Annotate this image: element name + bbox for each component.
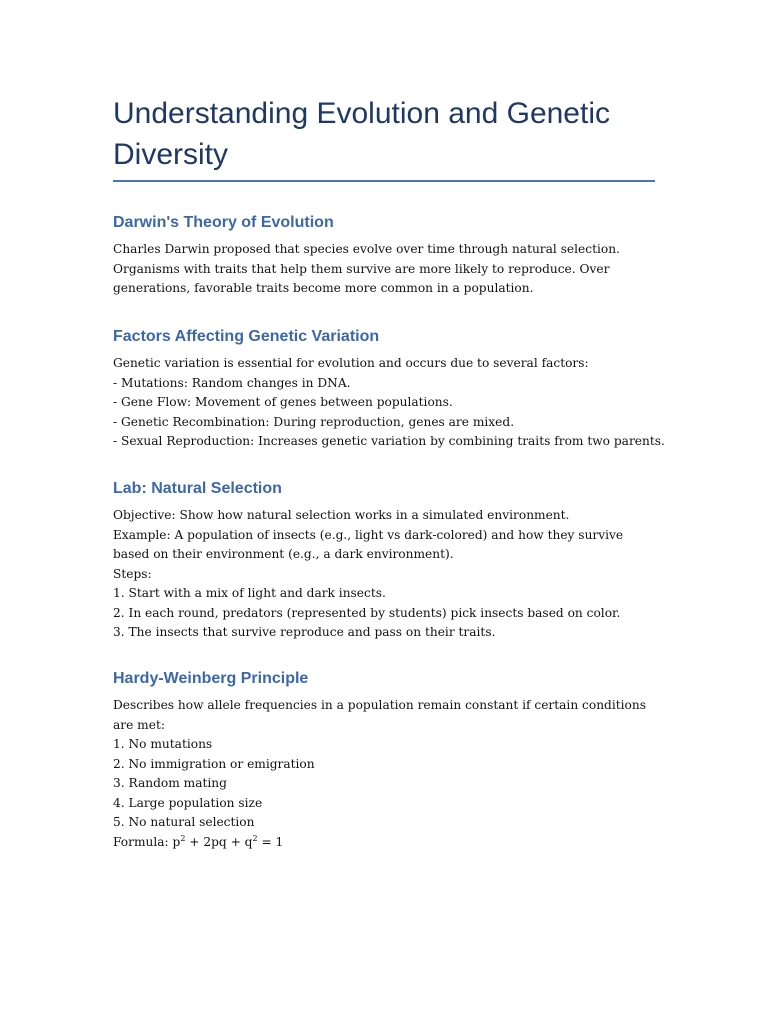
section-paragraph: Charles Darwin proposed that species evolve over time through natural selection. Organisms with traits that help them survive are more likely to reproduce. Over generations, favorable traits become more common in a population. [113, 242, 620, 295]
formula-middle: + 2pq + q [185, 834, 253, 849]
lab-objective: Objective: Show how natural selection works in a simulated environment. [113, 508, 570, 522]
list-item: - Sexual Reproduction: Increases genetic variation by combining traits from two parents. [113, 434, 665, 448]
list-item: 3. Random mating [113, 776, 227, 790]
list-item: 1. Start with a mix of light and dark insects. [113, 586, 386, 600]
section-genetic-variation [113, 327, 665, 452]
section-darwin [113, 213, 655, 299]
section-intro: Genetic variation is essential for evolution and occurs due to several factors: [113, 356, 589, 370]
section-heading: Darwin's Theory of Evolution [113, 214, 334, 231]
section-hardy-weinberg [113, 669, 655, 852]
section-intro: Describes how allele frequencies in a population remain constant if certain conditions are met: [113, 698, 646, 732]
formula [113, 833, 655, 853]
list-item: 2. In each round, predators (represented by students) pick insects based on color. [113, 605, 621, 620]
formula-prefix: Formula: p [113, 834, 181, 849]
section-lab-natural-selection [113, 479, 655, 643]
section-heading: Factors Affecting Genetic Variation [113, 328, 380, 345]
list-item: 1. No mutations [113, 737, 213, 751]
formula-suffix: = 1 [257, 834, 284, 849]
list-item: 4. Large population size [113, 795, 263, 810]
list-item: 5. No natural selection [113, 815, 255, 829]
formula-exponent: 2 [252, 833, 258, 843]
steps-label: Steps: [113, 566, 152, 581]
lab-example: Example: A population of insects (e.g., light vs dark-colored) and how they survive based on their environment (e.g., a dark environment). [113, 527, 624, 561]
list-item: 3. The insects that survive reproduce and pass on their traits. [113, 625, 496, 639]
title-underline [113, 180, 655, 182]
list-item: 2. No immigration or emigration [113, 756, 315, 771]
list-item: - Genetic Recombination: During reproduction, genes are mixed. [113, 414, 515, 429]
list-item: - Mutations: Random changes in DNA. [113, 375, 351, 390]
formula-exponent: 2 [180, 833, 186, 843]
document-title: Understanding Evolution and Genetic Diversity [113, 97, 610, 171]
list-item: - Gene Flow: Movement of genes between populations. [113, 395, 453, 409]
section-heading: Lab: Natural Selection [113, 480, 282, 497]
section-heading: Hardy-Weinberg Principle [113, 670, 309, 687]
